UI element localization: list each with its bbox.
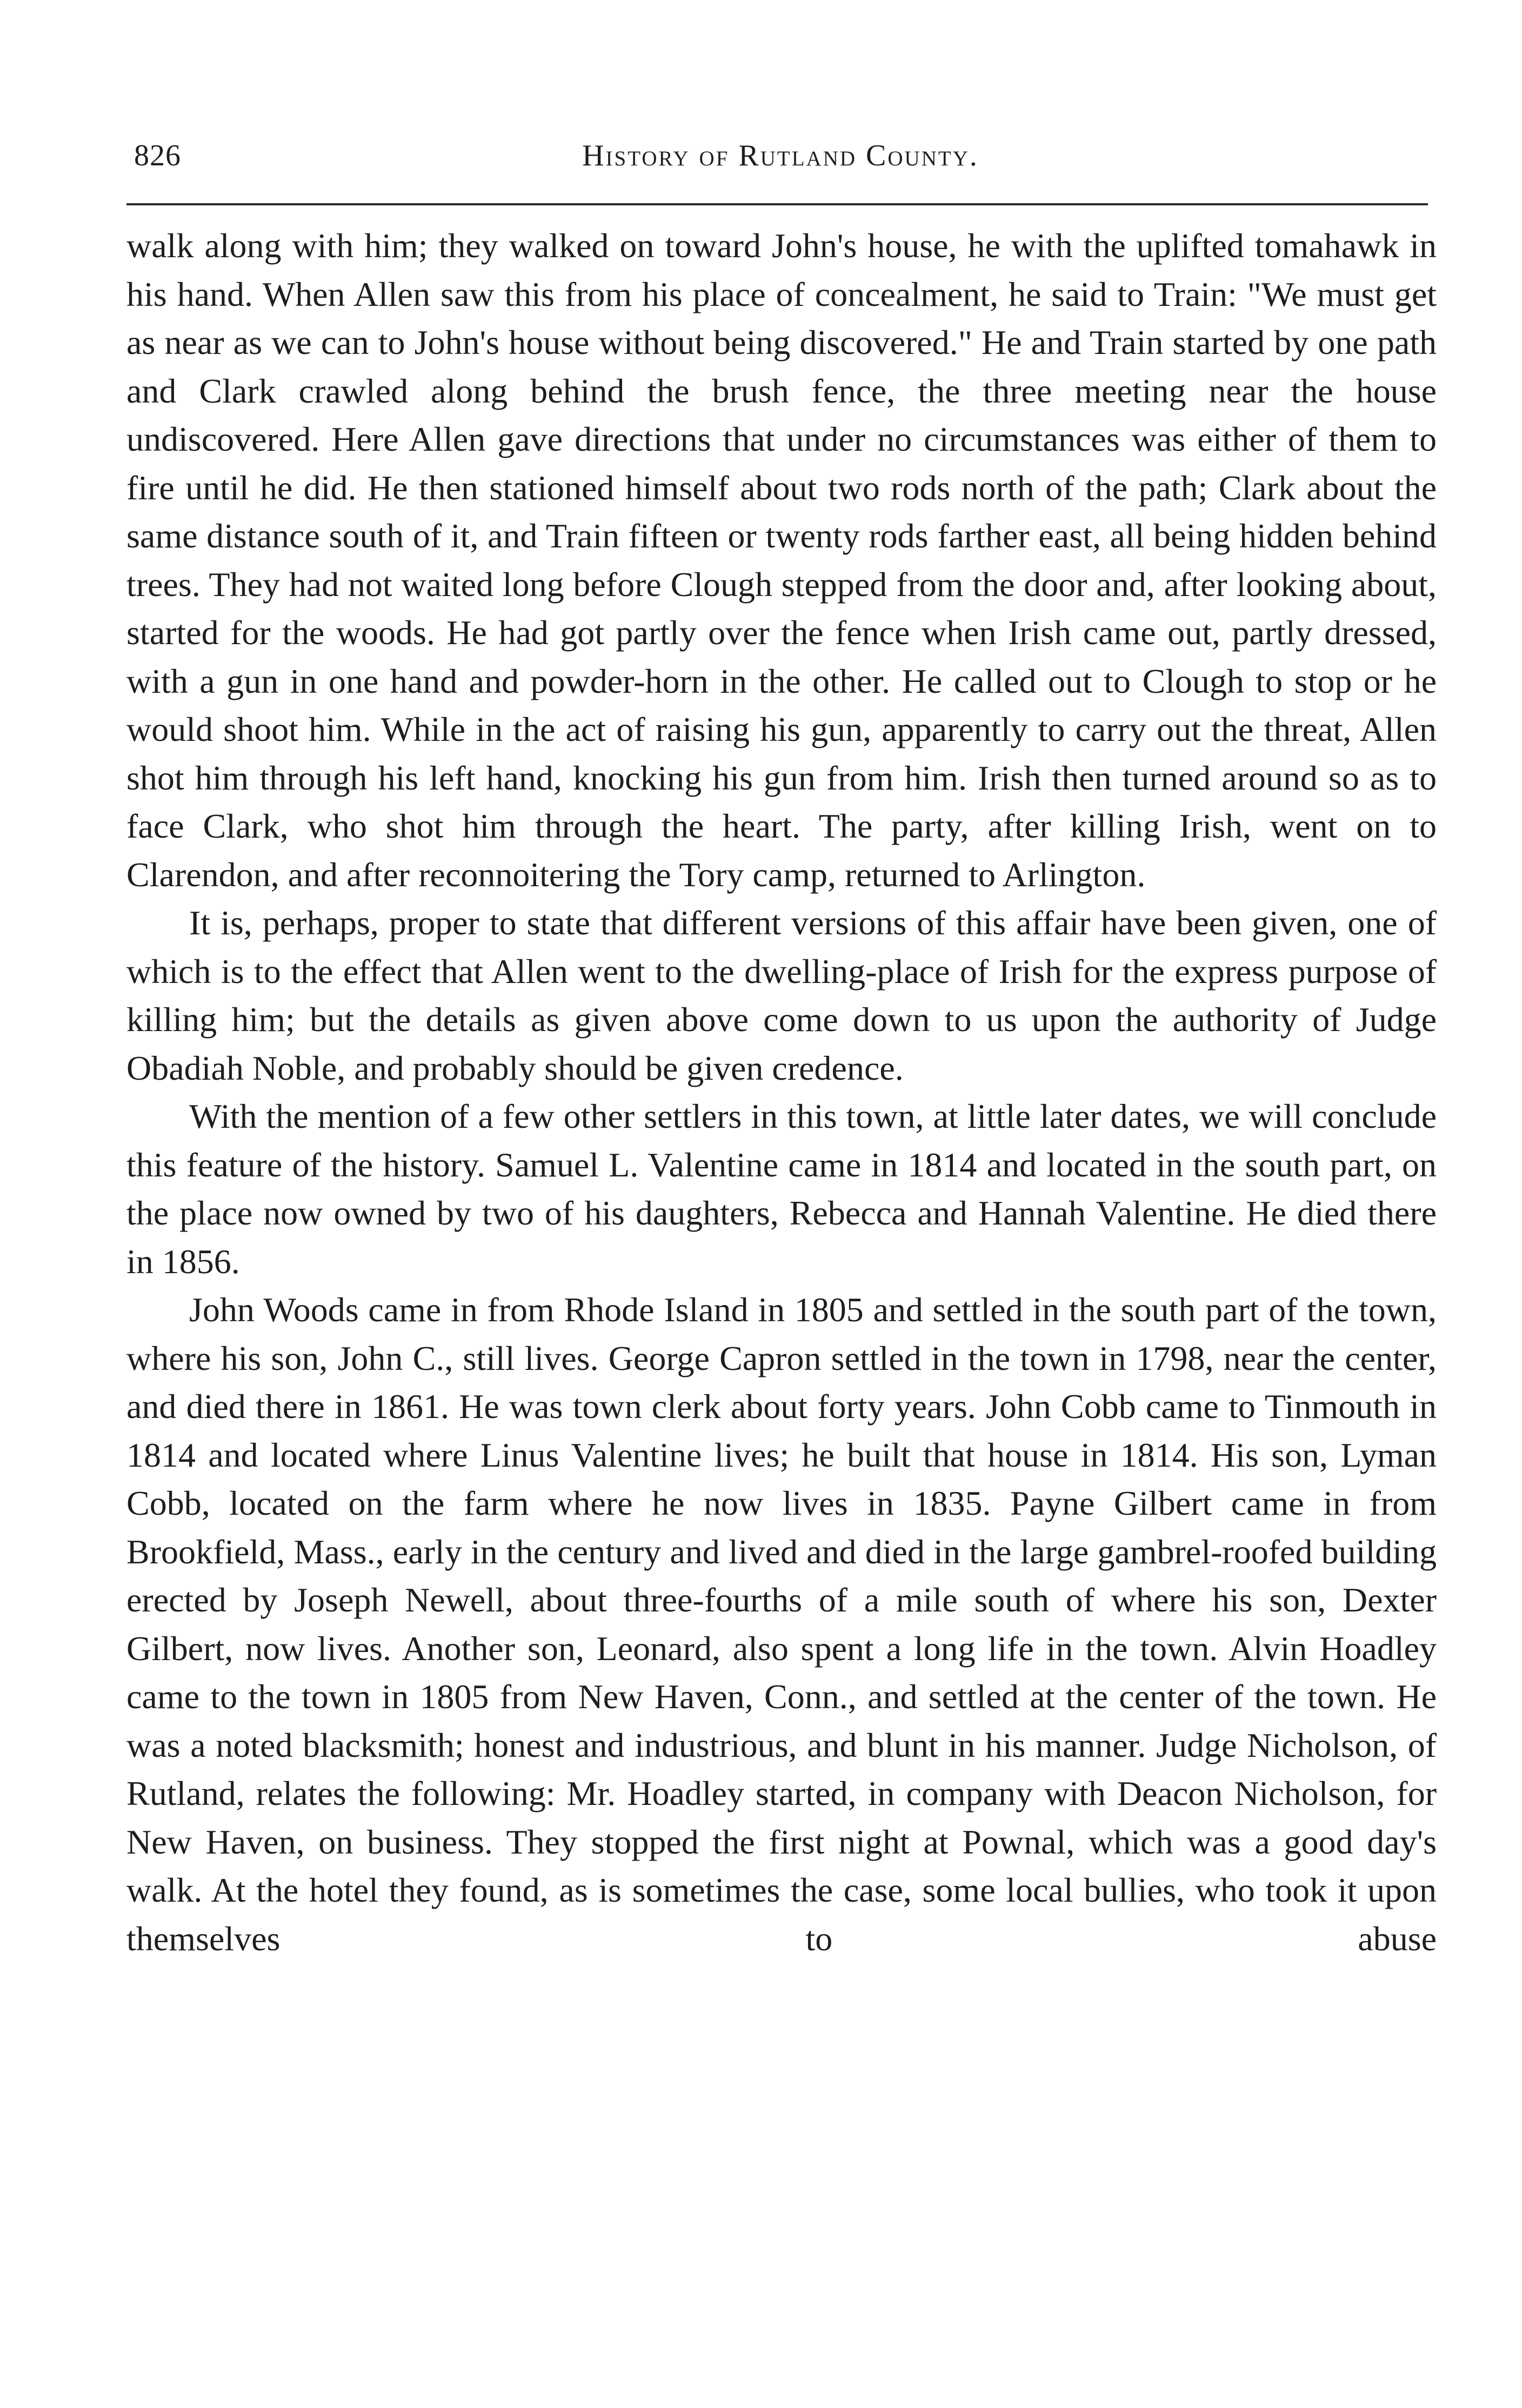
paragraph-woods-capron: John Woods came in from Rhode Island in 1805 and settled in the south part of the town, where his son, John C., still lives. George Capron settled in the town in 1798, near the center, and died there in 1861. He was town clerk about forty years. John Cobb came to Tinmouth in 1814 and located where Linus Valentine lives; he built that house in 1814. His son, Lyman Cobb, located on the farm where he now lives in 1835. Payne Gilbert came in from Brookfield, Mass., early in the century and lived and died in the large gambrel-roofed building erected by Joseph Newell, about three-fourths of a mile south of where his son, Dexter Gilbert, now lives. Another son, Leonard, also spent a long life in the town. Alvin Hoadley came to the town in 1805 from New Haven, Conn., and settled at the center of the town. He was a noted blacksmith; honest and industrious, and blunt in his manner. Judge Nicholson, of Rutland, relates the following: Mr. Hoadley started, in company with Deacon Nicholson, for New Haven, on business. They stopped the first night at Pownal, which was a good day's walk. At the hotel they found, as is sometimes the case, some local bullies, who took it upon themselves to abuse	[126, 1290, 1437, 1958]
header-rule	[126, 203, 1428, 205]
running-title: History of Rutland County.	[582, 139, 979, 172]
page-number: 826	[134, 139, 181, 172]
page-header	[134, 134, 1427, 177]
paragraph-continued: walk along with him; they walked on toward John's house, he with the uplifted tomahawk in his hand. When Allen saw this from his place of concealment, he said to Train: "We must get as near as we can to John's house without being discovered." He and Train started by one path and Clark crawled along behind the brush fence, the three meeting near the house undiscovered. Here Allen gave directions that under no circumstances was either of them to fire until he did. He then stationed himself about two rods north of the path; Clark about the same distance south of it, and Train fifteen or twenty rods farther east, all being hidden behind trees. They had not waited long before Clough stepped from the door and, after looking about, started for the woods. He had got partly over the fence when Irish came out, partly dressed, with a gun in one hand and powder-horn in the other. He called out to Clough to stop or he would shoot him. While in the act of raising his gun, apparently to carry out the threat, Allen shot him through his left hand, knocking his gun from him. Irish then turned around so as to face Clark, who shot him through the heart. The party, after killing Irish, went on to Clarendon, and after reconnoitering the Tory camp, returned to Arlington.	[126, 226, 1437, 894]
paragraph-settlers: With the mention of a few other settlers in this town, at little later dates, we will conclude this feature of the history. Samuel L. Valentine came in 1814 and located in the south part, on the place now owned by two of his daughters, Rebecca and Hannah Valentine. He died there in 1856.	[126, 1097, 1437, 1281]
body-text	[126, 222, 1437, 1963]
paragraph-versions: It is, perhaps, proper to state that different versions of this affair have been given, one of which is to the effect that Allen went to the dwelling-place of Irish for the express purpose of killing him; but the details as given above come down to us upon the authority of Judge Obadiah Noble, and probably should be given credence.	[126, 904, 1437, 1087]
